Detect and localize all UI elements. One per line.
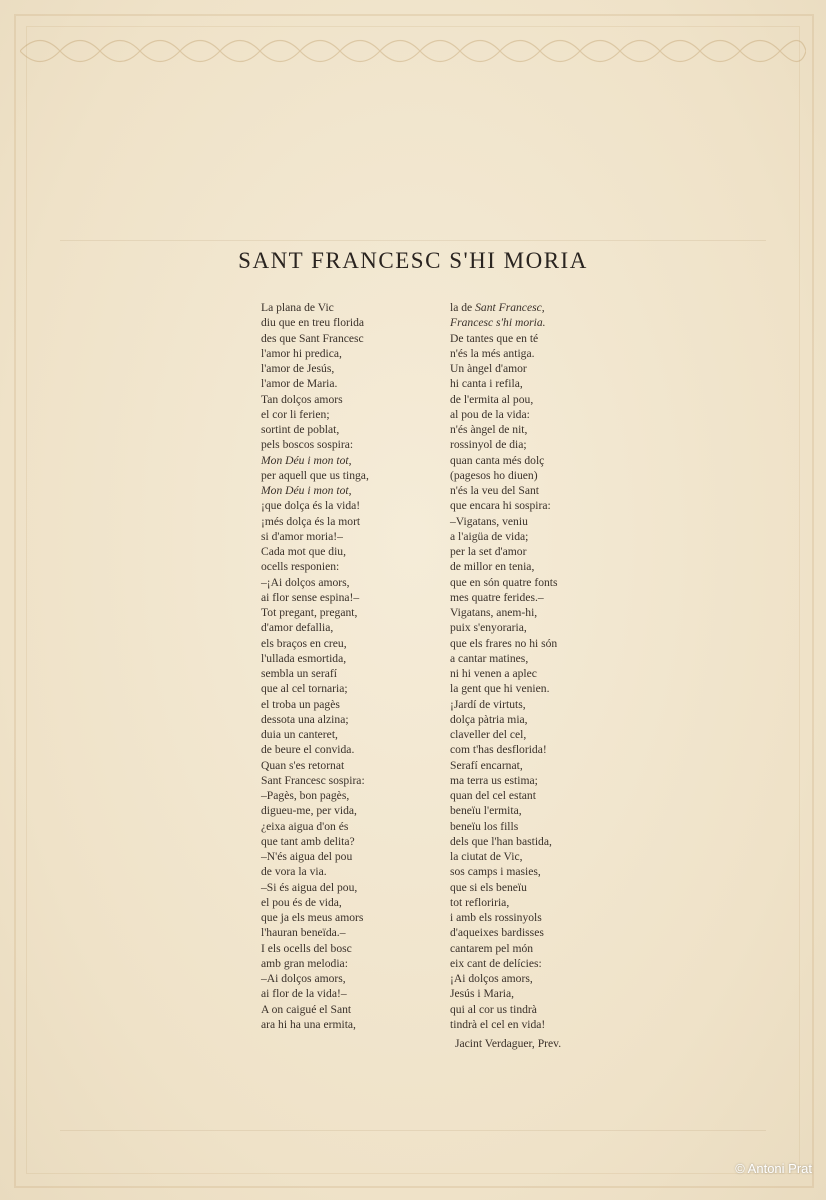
poem-line: ara hi ha una ermita, [261,1017,356,1031]
poem-line: duia un canteret, [261,728,338,741]
copyright-watermark: © Antoni Prat [735,1161,812,1176]
poem-line: diu que en treu florida [261,316,365,330]
poem-line: per aquell que us tinga, [261,468,369,482]
author-signature: Jacint Verdaguer, Prev. [455,1037,562,1050]
poem-line: sortint de poblat, [261,423,340,436]
poem-line: n'és la més antiga. [450,346,535,360]
poem-line: –¡Ai dolços amors, [261,575,350,589]
poem-line: eix cant de delícies: [450,956,542,970]
poem-line [450,300,558,315]
poem-line: Sant Francesc sospira: [261,773,365,787]
decorative-inner-border [26,26,800,1174]
poem-title: SANT FRANCESC S'HI MORIA [238,248,588,273]
poem-line: ¡Ai dolços amors, [450,972,533,985]
poem-line: –Si és aigua del pou, [261,880,358,894]
poem-line: a l'aigüa de vida; [450,529,529,543]
poem-line: Francesc s'hi moria. [450,316,546,330]
poem-line: Mon Déu i mon tot, [261,453,352,467]
poem-line: ¡Jardí de virtuts, [450,697,526,711]
poem-line: de vora la via. [261,865,327,879]
poem-line: tot refloriria, [450,895,510,909]
poem-line: tindrà el cel en vida! [450,1017,546,1031]
poem-line: quan canta més dolç [450,453,545,467]
poem-line: els braços en creu, [261,636,347,650]
poem-line: ma terra us estima; [450,773,538,787]
poem-line-text: la de [450,301,476,314]
poem-line: quan del cel estant [450,789,536,802]
poem-line: l'amor hi predica, [261,346,342,360]
poem-column-left [261,300,369,1032]
poem-line: (pagesos ho diuen) [450,468,538,482]
poem-line: des que Sant Francesc [261,331,364,345]
poem-line: claveller del cel, [450,728,527,741]
poem-line: digueu-me, per vida, [261,804,357,818]
poem-line: el cor li ferien; [261,407,330,421]
poem-line: l'ullada esmortida, [261,651,347,665]
poem-line: A on caigué el Sant [261,1002,352,1016]
poem-line: al pou de la vida: [450,407,530,421]
poem-line: l'amor de Jesús, [261,362,335,375]
ornament-band [20,30,806,72]
poem-line: rossinyol de dia; [450,438,527,452]
poem-line: que al cel tornaria; [261,682,348,696]
poem-line: De tantes que en té [450,331,539,345]
poem-line: ¿eixa aigua d'on és [261,819,349,833]
bleed-through-rule-top [60,240,766,241]
poem-line: –Vigatans, veniu [450,514,528,528]
poem-line: dels que l'han bastida, [450,834,552,848]
poem-line: Vigatans, anem-hi, [450,606,538,619]
poem-line: que ja els meus amors [261,911,364,924]
poem-line: Tot pregant, pregant, [261,606,358,619]
poem-line: Tan dolços amors [261,392,343,406]
poem-line: com t'has desflorida! [450,743,547,757]
poem-line: amb gran melodia: [261,956,348,970]
poem-line: ai flor de la vida!– [261,987,347,1001]
poem-line: que encara hi sospira: [450,499,551,513]
poem-line: Serafí encarnat, [450,758,523,772]
poem-line: –Ai dolços amors, [261,972,346,985]
poem-line: la gent que hi venien. [450,682,550,696]
poem-line: Mon Déu i mon tot, [261,484,352,497]
poem-line: beneïu l'ermita, [450,804,522,818]
poem-line: –N'és aigua del pou [261,850,353,863]
poem-line: la ciutat de Vic, [450,850,523,863]
poem-line: de beure el convida. [261,743,355,757]
poem-line: dolça pàtria mia, [450,712,528,726]
poem-line: mes quatre ferides.– [450,590,544,604]
bleed-through-rule-bottom [60,1130,766,1131]
poem-line: d'amor defallia, [261,621,334,635]
poem-line: ocells responien: [261,560,340,574]
poem-line: cantarem pel món [450,941,534,955]
poem-line: ai flor sense espina!– [261,590,360,604]
poem-line: beneïu los fills [450,819,519,833]
poem-line: qui al cor us tindrà [450,1002,537,1016]
poem-line: l'amor de Maria. [261,377,338,391]
poem-line-italic-text: Sant Francesc, [475,301,545,314]
poem-line: puix s'enyoraria, [450,621,527,635]
poem-line: dessota una alzina; [261,712,349,726]
poem-line: sos camps i masies, [450,865,541,879]
poem-line: pels boscos sospira: [261,438,354,452]
poem-line: Cada mot que diu, [261,545,347,558]
poem-line: el pou és de vida, [261,895,342,909]
poem-line: que si els beneïu [450,880,527,894]
poem-line: Un àngel d'amor [450,362,527,375]
poem-line: de millor en tenia, [450,560,535,574]
poem-line: Jesús i Maria, [450,987,515,1001]
poem-line: per la set d'amor [450,545,527,558]
poem-line: Quan s'es retornat [261,758,345,772]
poem-line: a cantar matines, [450,651,529,665]
poem-line: que en són quatre fonts [450,575,558,589]
poem-line: –Pagès, bon pagès, [261,789,350,802]
poem-column-right [450,300,558,1032]
poem-line: sembla un serafí [261,667,337,680]
poem-line: n'és la veu del Sant [450,484,540,497]
poem-line: ¡més dolça és la mort [261,514,361,528]
poem-line: ¡que dolça és la vida! [261,499,361,513]
poem-line: de l'ermita al pou, [450,392,534,406]
poem-line: n'és àngel de nit, [450,423,528,436]
poem-line: que tant amb delita? [261,834,355,848]
poem-line: l'hauran beneïda.– [261,926,346,940]
poem-line: ni hi venen a aplec [450,667,537,680]
poem-line: d'aqueixes bardisses [450,926,544,940]
poem-line: el troba un pagès [261,697,340,711]
poem-line: I els ocells del bosc [261,941,352,955]
poem-line: si d'amor moria!– [261,529,343,543]
poem-line: i amb els rossinyols [450,911,542,924]
poem-line: que els frares no hi són [450,636,558,650]
poem-line: La plana de Vic [261,301,334,314]
poem-line: hi canta i refila, [450,377,523,391]
